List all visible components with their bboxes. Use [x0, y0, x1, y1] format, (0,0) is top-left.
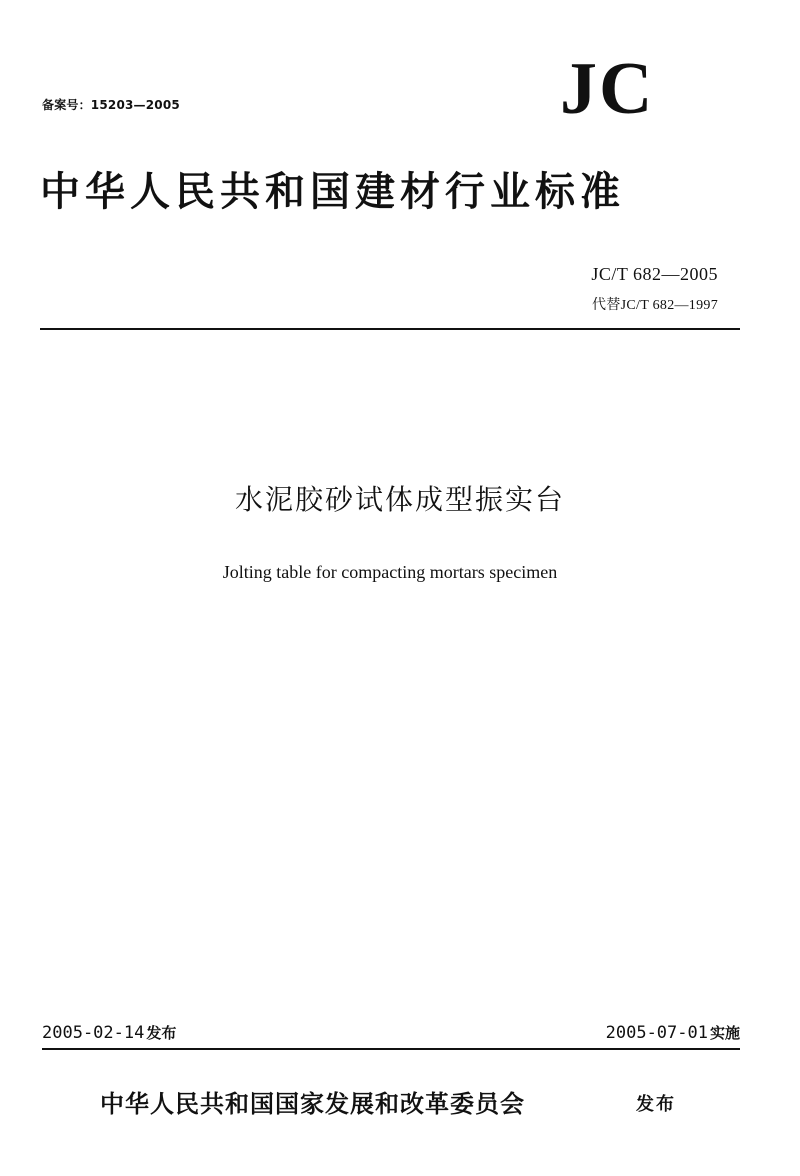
implementation-date: 2005-07-01 [605, 1023, 708, 1043]
document-title-english: Jolting table for compacting mortars specimen [222, 562, 558, 582]
document-title-chinese: 水泥胶砂试体成型振实台 [234, 483, 565, 516]
header-divider [40, 328, 740, 330]
dates-row [42, 1020, 740, 1050]
issuing-authority: 中华人民共和国国家发展和改革委员会 [100, 1089, 525, 1118]
issue-date: 2005-02-14 [42, 1023, 145, 1043]
replaces-code: 代替JC/T 682—1997 [592, 298, 718, 313]
issue-label: 发布 [146, 1024, 177, 1042]
standard-codes [591, 262, 718, 318]
standard-code: JC/T 682—2005 [591, 264, 718, 284]
filing-number: 备案号：15203—2005 [42, 98, 180, 112]
implementation-date-group [606, 1022, 740, 1043]
standard-category-title: 中华人民共和国建材行业标准 [40, 168, 625, 215]
jc-logo: JC [560, 48, 655, 130]
issuer-label: 发布 [636, 1094, 676, 1115]
implementation-label: 实施 [709, 1024, 740, 1042]
issue-date-group [42, 1022, 176, 1043]
